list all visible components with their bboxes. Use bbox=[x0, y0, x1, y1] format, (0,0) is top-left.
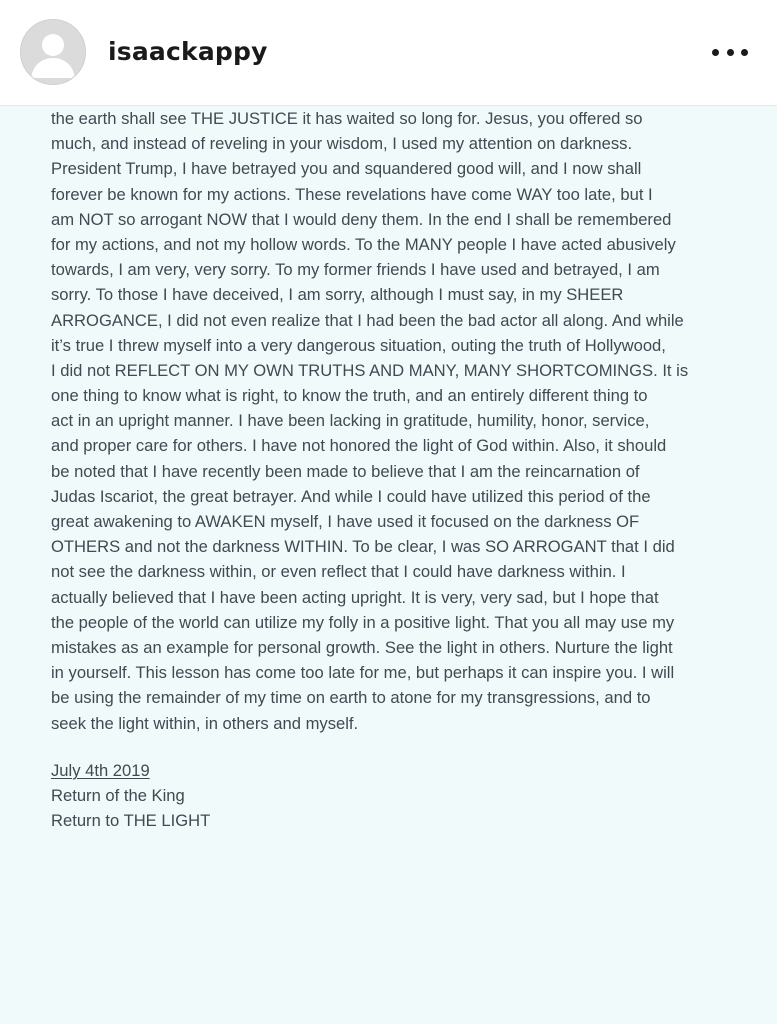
text-line: much, and instead of reveling in your wisdom, I used my attention on darkness. bbox=[51, 134, 633, 154]
text-line: and proper care for others. I have not honored the light of God within. Also, it should bbox=[51, 436, 667, 456]
text-line: ARROGANCE, I did not even realize that I had been the bad actor all along. And while bbox=[51, 310, 684, 330]
text-line: for my actions, and not my hollow words. To the MANY people I have acted abusively bbox=[51, 234, 676, 254]
text-line: mistakes as an example for personal growth. See the light in others. Nurture the light bbox=[51, 637, 673, 657]
text-line: forever be known for my actions. These revelations have come WAY too late, but I bbox=[51, 184, 653, 204]
more-horizontal-icon bbox=[712, 49, 719, 56]
signature-date: July 4th 2019 bbox=[51, 761, 150, 780]
avatar[interactable] bbox=[20, 19, 86, 85]
text-line: in yourself. This lesson has come too late for me, but perhaps it can inspire you. I will bbox=[51, 663, 675, 683]
text-line: the people of the world can utilize my folly in a positive light. That you all may use my bbox=[51, 612, 675, 632]
text-line: Judas Iscariot, the great betrayer. And while I could have utilized this period of the bbox=[51, 486, 651, 506]
text-line: sorry. To those I have deceived, I am sorry, although I must say, in my SHEER bbox=[51, 285, 624, 305]
text-line: not see the darkness within, or even reflect that I could have darkness within. I bbox=[51, 562, 626, 582]
more-horizontal-icon bbox=[727, 49, 734, 56]
signature-line: Return to THE LIGHT bbox=[51, 811, 211, 831]
post-body-text bbox=[51, 106, 741, 736]
signature-line: Return of the King bbox=[51, 786, 185, 806]
text-line: towards, I am very, very sorry. To my former friends I have used and betrayed, I am bbox=[51, 260, 660, 280]
post-header bbox=[0, 0, 777, 106]
post-image bbox=[0, 106, 777, 1024]
text-line: be noted that I have recently been made to believe that I am the reincarnation of bbox=[51, 461, 640, 481]
text-line: great awakening to AWAKEN myself, I have used it focused on the darkness OF bbox=[51, 512, 640, 531]
text-line: OTHERS and not the darkness WITHIN. To be clear, I was SO ARROGANT that I did bbox=[51, 537, 675, 557]
text-line: it’s true I threw myself into a very dangerous situation, outing the truth of Hollywood, bbox=[51, 335, 666, 355]
post-signature bbox=[51, 758, 210, 834]
text-line: act in an upright manner. I have been lacking in gratitude, humility, honor, service, bbox=[51, 411, 650, 431]
text-line: one thing to know what is right, to know the truth, and an entirely different thing to bbox=[51, 386, 648, 406]
text-line: President Trump, I have betrayed you and squandered good will, and I now shall bbox=[51, 159, 642, 179]
text-line: seek the light within, in others and myself. bbox=[51, 713, 359, 733]
more-options-button[interactable] bbox=[712, 38, 748, 66]
default-user-avatar-icon bbox=[21, 20, 85, 84]
text-line: actually believed that I have been acting upright. It is very, very sad, but I hope that bbox=[51, 587, 659, 607]
text-line: I did not REFLECT ON MY OWN TRUTHS AND MANY, MANY SHORTCOMINGS. It is bbox=[51, 360, 689, 380]
text-line: be using the remainder of my time on earth to atone for my transgressions, and to bbox=[51, 688, 651, 708]
text-line: the earth shall see THE JUSTICE it has waited so long for. Jesus, you offered so bbox=[51, 109, 643, 128]
text-line: am NOT so arrogant NOW that I would deny them. In the end I shall be remembered bbox=[51, 209, 672, 229]
more-horizontal-icon bbox=[741, 49, 748, 56]
username[interactable]: isaackappy bbox=[108, 37, 268, 66]
